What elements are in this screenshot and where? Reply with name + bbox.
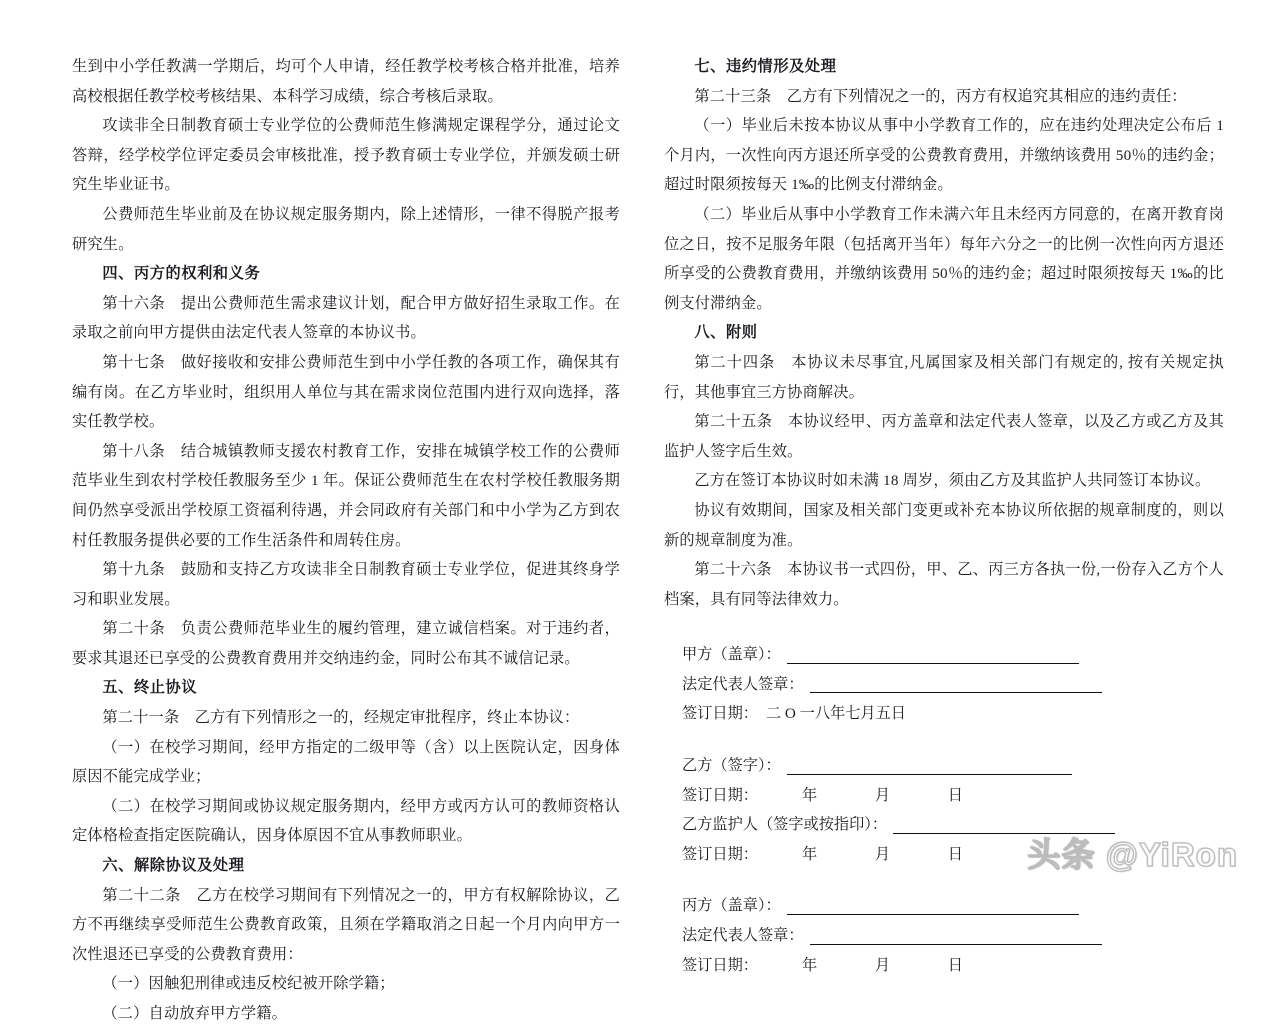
party-c-legal-rep-row <box>682 921 1224 951</box>
watermark-toutiao-yiron: 头条 @YiRon <box>1027 836 1238 873</box>
party-a-date-label: 签订日期： <box>682 705 758 723</box>
right-column <box>636 52 1272 1029</box>
party-c-date-row <box>682 951 1224 981</box>
party-b-sign-label: 乙方（签字）： <box>682 757 781 775</box>
article-26: 第二十六条 本协议书一式四份，甲、乙、丙三方各执一份,一份存入乙方个人档案，具有同等法律效力。 <box>664 561 1224 608</box>
article-21-item-1: （一）在校学习期间，经甲方指定的二级甲等（含）以上医院认定，因身体原因不能完成学业； <box>72 738 620 786</box>
party-b-guardian-date-blanks: 年 月 日 <box>801 845 985 863</box>
paragraph-continuation: 生到中小学任教满一学期后，均可个人申请，经任教学校考核合格并批准，培养高校根据任教学校考核结果、本科学习成绩，综合考核后录取。 <box>72 58 620 105</box>
party-c-legal-rep-line[interactable] <box>810 944 1102 945</box>
signature-spacer-a-b <box>682 729 1224 751</box>
article-25: 第二十五条 本协议经甲、丙方盖章和法定代表人签章，以及乙方或乙方及其监护人签字后生效。 <box>664 413 1224 460</box>
article-21-item-2: （二）在校学习期间或协议规定服务期内，经甲方或丙方认可的教师资格认定体格检查指定医院确认，因身体原因不宜从事教师职业。 <box>72 797 620 845</box>
section-heading-seven: 七、违约情形及处理 <box>694 58 837 75</box>
party-b-guardian-date-label: 签订日期： <box>682 845 758 863</box>
section-heading-eight: 八、附则 <box>694 324 758 342</box>
left-column <box>0 52 636 1029</box>
article-25-amend-note: 协议有效期间，国家及相关部门变更或补充本协议所依据的规章制度的，则以新的规章制度为准。 <box>664 501 1224 549</box>
paragraph-masters-degree: 攻读非全日制教育硕士专业学位的公费师范生修满规定课程学分，通过论文答辩，经学校学位评定委员会审核批准，授予教育硕士专业学位，并颁发硕士研究生毕业证书。 <box>72 117 620 194</box>
party-c-seal-label: 丙方（盖章）： <box>682 897 781 915</box>
party-a-seal-line[interactable] <box>787 663 1079 664</box>
party-c-date-blanks: 年 月 日 <box>801 956 985 974</box>
article-23-item-1: （一）毕业后未按本协议从事中小学教育工作的，应在违约处理决定公布后 1 个月内，一次性向丙方退还所享受的公费教育费用，并缴纳该费用 50％的违约金；超过时限须按每天 1‰的比例支付滞纳金。 <box>664 117 1224 194</box>
paragraph-no-fulltime-exam: 公费师范生毕业前及在协议规定服务期内，除上述情形，一律不得脱产报考研究生。 <box>72 205 620 253</box>
section-heading-four: 四、丙方的权利和义务 <box>102 265 261 283</box>
article-25-minor-note: 乙方在签订本协议时如未满 18 周岁，须由乙方及其监护人共同签订本协议。 <box>694 472 1211 490</box>
party-b-date-label: 签订日期： <box>682 786 758 804</box>
party-a-date-row <box>682 699 1224 729</box>
article-17: 第十七条 做好接收和安排公费师范生到中小学任教的各项工作，确保其有编有岗。在乙方毕业时，组织用人单位与其在需求岗位范围内进行双向选择，落实任教学校。 <box>72 353 620 431</box>
article-16: 第十六条 提出公费师范生需求建议计划，配合甲方做好招生录取工作。在录取之前向甲方提供由法定代表人签章的本协议书。 <box>72 294 620 342</box>
party-c-seal-row <box>682 891 1224 921</box>
party-b-guardian-label: 乙方监护人（签字或按指印）： <box>682 816 888 834</box>
party-b-sign-row <box>682 751 1224 781</box>
article-19: 第十九条 鼓励和支持乙方攻读非全日制教育硕士专业学位，促进其终身学习和职业发展。 <box>72 561 620 608</box>
two-column-layout <box>0 52 1272 1029</box>
party-a-seal-row <box>682 640 1224 670</box>
party-a-legal-rep-label: 法定代表人签章： <box>682 675 804 693</box>
article-23: 第二十三条 乙方有下列情况之一的，丙方有权追究其相应的违约责任： <box>694 87 1187 105</box>
section-heading-five: 五、终止协议 <box>102 679 198 697</box>
party-b-date-row <box>682 781 1224 811</box>
party-c-seal-line[interactable] <box>787 914 1079 915</box>
article-22: 第二十二条 乙方在校学习期间有下列情况之一的，甲方有权解除协议，乙方不再继续享受师范生公费教育政策，且须在学籍取消之日起一个月内向甲方一次性退还已享受的公费教育费用： <box>72 886 620 963</box>
article-24: 第二十四条 本协议未尽事宜,凡属国家及相关部门有规定的, 按有关规定执行，其他事宜三方协商解决。 <box>664 353 1224 401</box>
party-a-date-value: 二 O 一八年七月五日 <box>765 705 906 723</box>
signature-block <box>664 640 1224 980</box>
article-22-item-1: （一）因触犯刑律或违反校纪被开除学籍； <box>102 975 395 993</box>
article-22-item-2: （二）自动放弃甲方学籍。 <box>102 1005 288 1022</box>
section-heading-six: 六、解除协议及处理 <box>102 857 245 875</box>
article-18: 第十八条 结合城镇教师支援农村教育工作，安排在城镇学校工作的公费师范毕业生到农村学校任教服务至少 1 年。保证公费师范生在农村学校任教服务期间仍然享受派出学校原工资福利待遇，并会同政府有关部门和中小学为乙方到农村任教服务提供必要的工作生活条件和周转住房。 <box>72 442 620 549</box>
article-23-item-2: （二）毕业后从事中小学教育工作未满六年且未经丙方同意的，在离开教育岗位之日，按不足服务年限（包括离开当年）每年六分之一的比例一次性向丙方退还所享受的公费教育费用，并缴纳该费用 50％的违约金；超过时限须按每天 1‰的比例支付滞纳金。 <box>664 205 1224 312</box>
party-a-seal-label: 甲方（盖章）： <box>682 646 781 664</box>
party-a-legal-rep-row <box>682 670 1224 700</box>
party-c-date-label: 签订日期： <box>682 956 758 974</box>
party-c-legal-rep-label: 法定代表人签章： <box>682 927 804 945</box>
party-a-legal-rep-line[interactable] <box>810 692 1102 693</box>
article-20: 第二十条 负责公费师范毕业生的履约管理，建立诚信档案。对于违约者，要求其退还已享受的公费教育费用并交纳违约金，同时公布其不诚信记录。 <box>72 620 620 667</box>
party-b-sign-line[interactable] <box>787 774 1072 775</box>
article-21: 第二十一条 乙方有下列情形之一的，经规定审批程序，终止本协议： <box>102 709 580 727</box>
party-b-date-blanks: 年 月 日 <box>801 786 985 804</box>
